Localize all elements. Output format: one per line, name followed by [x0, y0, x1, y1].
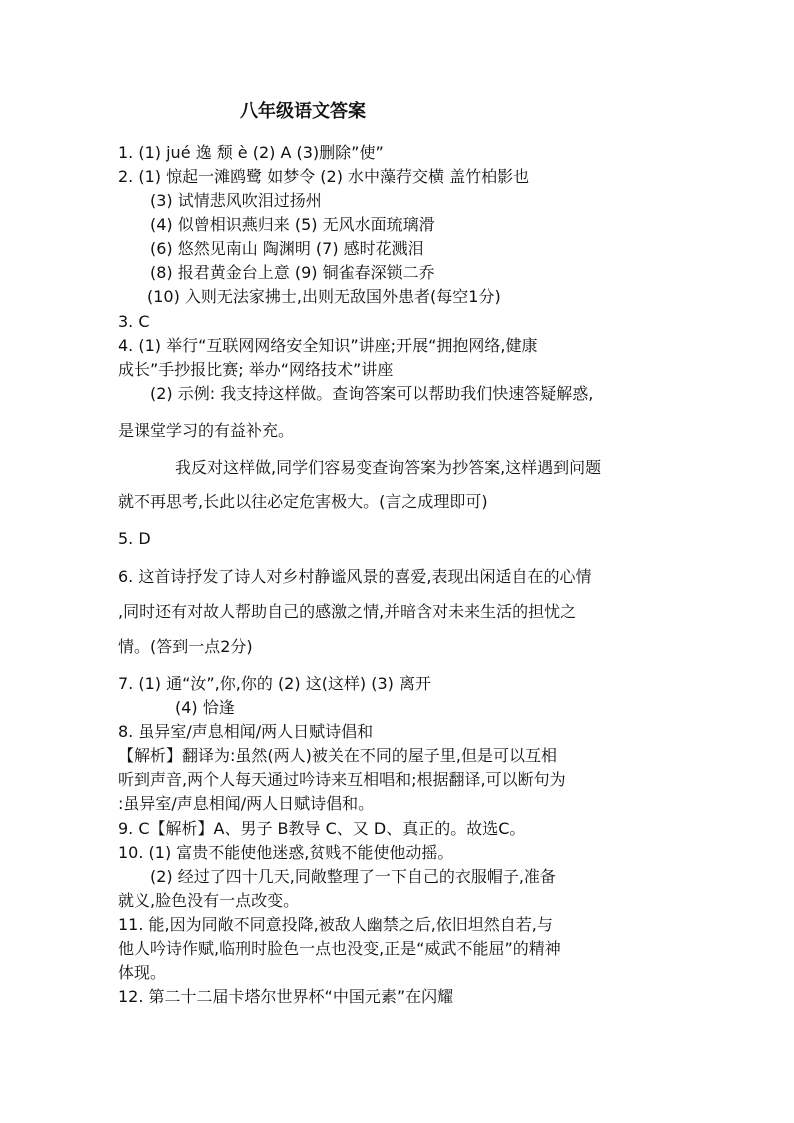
- answer-line-9: 4. (1) 举行“互联网网络安全知识”讲座;开展“拥抱网络,健康: [118, 336, 538, 355]
- answer-line-1: 1. (1) jué 逸 颓 è (2) A (3)删除”使”: [118, 143, 384, 162]
- answer-line-7: (10) 入则无法家拂士,出则无敌国外患者(每空1分): [147, 287, 501, 306]
- answer-line-21: 8. 虽异室/声息相闻/两人日赋诗倡和: [118, 722, 374, 741]
- answer-line-16: 6. 这首诗抒发了诗人对乡村静谧风景的喜爱,表现出闲适自在的心情: [118, 567, 592, 586]
- answer-line-12: 是课堂学习的有益补充。: [118, 421, 295, 440]
- answer-line-14: 就不再思考,长此以往必定危害极大。(言之成理即可): [118, 492, 488, 511]
- answer-line-31: 体现。: [118, 963, 167, 982]
- answer-line-30: 他人吟诗作赋,临刑时脸色一点也没变,正是“威武不能屈”的精神: [118, 939, 561, 958]
- answer-line-22: 【解析】翻译为:虽然(两人)被关在不同的屋子里,但是可以互相: [118, 746, 557, 765]
- answer-line-19: 7. (1) 通“汝”,你,你的 (2) 这(这样) (3) 离开: [118, 674, 432, 693]
- answer-line-6: (8) 报君黄金台上意 (9) 铜雀春深锁二乔: [150, 263, 435, 282]
- answer-line-23: 听到声音,两个人每天通过吟诗来互相唱和;根据翻译,可以断句为: [118, 770, 566, 789]
- answer-line-13: 我反对这样做,同学们容易变查询答案为抄答案,这样遇到问题: [175, 458, 602, 477]
- answer-line-11: (2) 示例: 我支持这样做。查询答案可以帮助我们快速答疑解惑,: [150, 384, 594, 403]
- answer-line-25: 9. C【解析】A、男子 B教导 C、又 D、真正的。故选C。: [118, 819, 526, 838]
- answer-line-20: (4) 恰逢: [175, 698, 235, 717]
- answer-line-26: 10. (1) 富贵不能使他迷惑,贫贱不能使他动摇。: [118, 843, 454, 862]
- answer-line-28: 就义,脸色没有一点改变。: [118, 891, 300, 910]
- answer-line-18: 情。(答到一点2分): [118, 637, 253, 656]
- answer-line-3: (3) 试情悲风吹泪过扬州: [150, 191, 322, 210]
- answer-line-27: (2) 经过了四十几天,同敞整理了一下自己的衣服帽子,准备: [150, 867, 556, 886]
- answer-line-5: (6) 悠然见南山 陶渊明 (7) 感时花溅泪: [150, 239, 424, 258]
- answer-line-32: 12. 第二十二届卡塔尔世界杯“中国元素”在闪耀: [118, 987, 454, 1006]
- answer-line-24: :虽异室/声息相闻/两人日赋诗倡和。: [118, 794, 375, 813]
- answer-line-8: 3. C: [118, 312, 150, 331]
- document-title: 八年级语文答案: [240, 101, 366, 122]
- answer-line-4: (4) 似曾相识燕归来 (5) 无风水面琉璃滑: [150, 215, 435, 234]
- answer-line-15: 5. D: [118, 529, 151, 548]
- answer-line-2: 2. (1) 惊起一滩鸥鹭 如梦令 (2) 水中藻荇交横 盖竹柏影也: [118, 167, 530, 186]
- answer-line-10: 成长”手抄报比赛; 举办“网络技术”讲座: [118, 360, 394, 379]
- answer-line-29: 11. 能,因为同敞不同意投降,被敌人幽禁之后,依旧坦然自若,与: [118, 915, 553, 934]
- answer-line-17: ,同时还有对故人帮助自己的感激之情,并暗含对未来生活的担忧之: [118, 602, 577, 621]
